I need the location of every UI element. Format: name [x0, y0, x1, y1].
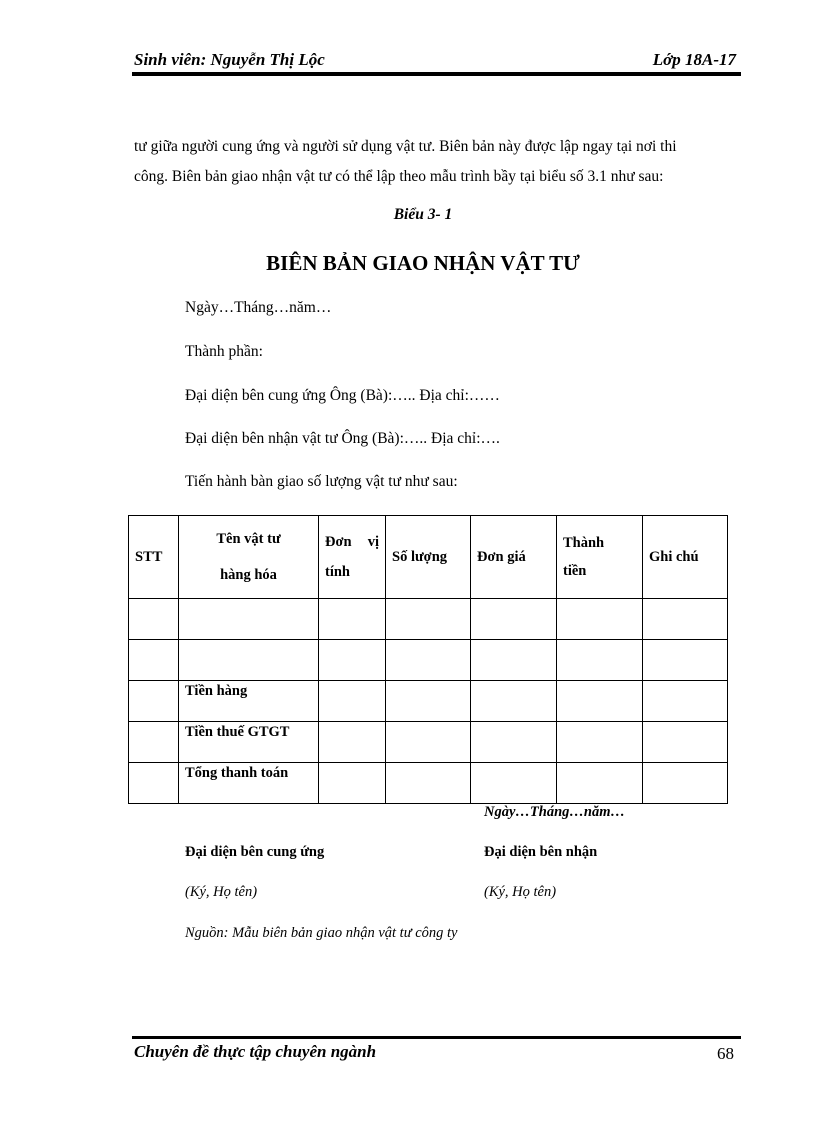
page-header	[134, 50, 740, 72]
table-cell	[129, 763, 179, 804]
table-cell	[643, 640, 728, 681]
page-number: 68	[717, 1044, 734, 1063]
header-unit-line2: tính	[325, 564, 350, 580]
source-note: Nguồn: Mẫu biên bản giao nhận vật tư công ty	[185, 925, 458, 941]
table-cell	[557, 640, 643, 681]
table-cell	[179, 640, 319, 681]
intro-paragraph	[134, 132, 744, 192]
header-qty: Số lượng	[386, 516, 471, 599]
table-cell	[386, 640, 471, 681]
table-cell	[179, 599, 319, 640]
supplier-sign-note: (Ký, Họ tên)	[185, 884, 258, 900]
receiver-representative: Đại diện bên nhận vật tư Ông (Bà):….. Địa chỉ:….	[185, 430, 500, 447]
signature-date: Ngày…Tháng…năm…	[484, 804, 625, 820]
header-price: Đơn giá	[471, 516, 557, 599]
table-header-row	[129, 516, 728, 599]
header-name	[179, 516, 319, 599]
table-cell	[319, 722, 386, 763]
table-cell	[319, 599, 386, 640]
table-cell	[386, 599, 471, 640]
header-amount	[557, 516, 643, 599]
table-cell	[557, 599, 643, 640]
header-name-line1: Tên vật tư	[216, 531, 281, 547]
header-name-line2: hàng hóa	[220, 567, 277, 583]
supplier-representative: Đại diện bên cung ứng Ông (Bà):….. Địa chỉ:……	[185, 387, 500, 404]
table-cell	[319, 763, 386, 804]
table-cell	[471, 722, 557, 763]
row-label-total: Tổng thanh toán	[179, 763, 319, 804]
table-row-total	[129, 763, 728, 804]
handover-text: Tiến hành bàn giao số lượng vật tư như sau:	[185, 473, 458, 490]
receiver-signature-label: Đại diện bên nhận	[484, 844, 598, 860]
header-amount-line1: Thành	[563, 535, 605, 551]
table-cell	[471, 681, 557, 722]
table-cell	[643, 599, 728, 640]
table-cell	[129, 722, 179, 763]
table-cell	[386, 681, 471, 722]
table-row	[129, 599, 728, 640]
table-cell	[471, 763, 557, 804]
table-cell	[471, 599, 557, 640]
table-cell	[129, 640, 179, 681]
form-members: Thành phần:	[185, 343, 263, 360]
table-row-vat	[129, 722, 728, 763]
header-unit	[319, 516, 386, 599]
table-row	[129, 640, 728, 681]
table-cell	[386, 763, 471, 804]
header-unit-line1: Đơn vị	[325, 534, 379, 550]
table-cell	[643, 722, 728, 763]
form-date: Ngày…Tháng…năm…	[185, 299, 332, 316]
intro-line-2: công. Biên bản giao nhận vật tư có thể lập theo mẫu trình bầy tại biểu số 3.1 như sau:	[134, 168, 664, 185]
header-stt: STT	[129, 516, 179, 599]
row-label-goods: Tiền hàng	[179, 681, 319, 722]
form-label: Biểu 3- 1	[393, 206, 453, 223]
table-row-goods	[129, 681, 728, 722]
table-cell	[643, 681, 728, 722]
class-name: Lớp 18A-17	[652, 50, 736, 69]
receiver-sign-note: (Ký, Họ tên)	[484, 884, 557, 900]
row-label-vat: Tiền thuế GTGT	[179, 722, 319, 763]
supplier-signature-label: Đại diện bên cung ứng	[185, 844, 325, 860]
header-note: Ghi chú	[643, 516, 728, 599]
table-cell	[557, 722, 643, 763]
table-cell	[643, 763, 728, 804]
table-cell	[386, 722, 471, 763]
footer-rule	[132, 1036, 741, 1039]
header-amount-line2: tiền	[563, 563, 587, 579]
table-cell	[471, 640, 557, 681]
header-rule	[132, 72, 741, 76]
table-cell	[129, 599, 179, 640]
intro-line-1: tư giữa người cung ứng và người sử dụng vật tư. Biên bản này được lập ngay tại nơi thi	[134, 138, 677, 155]
table-cell	[557, 763, 643, 804]
table-cell	[319, 640, 386, 681]
student-name: Sinh viên: Nguyễn Thị Lộc	[134, 50, 325, 69]
table-cell	[129, 681, 179, 722]
table-cell	[557, 681, 643, 722]
table-cell	[319, 681, 386, 722]
form-title: BIÊN BẢN GIAO NHẬN VẬT TƯ	[266, 251, 580, 275]
materials-table	[128, 515, 728, 804]
footer-title: Chuyên đề thực tập chuyên ngành	[134, 1042, 377, 1061]
